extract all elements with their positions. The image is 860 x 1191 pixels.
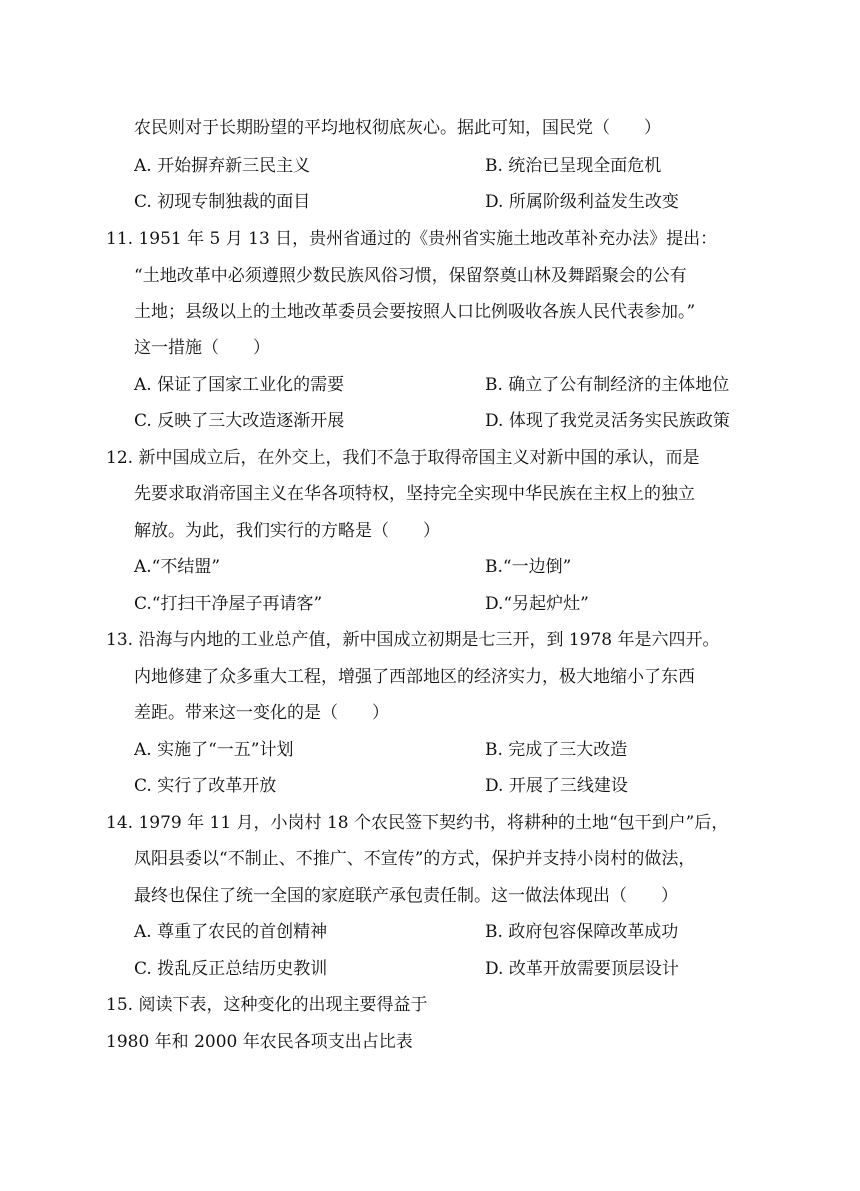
q12-stem-line-2: 先要求取消帝国主义在华各项特权，坚持完全实现中华民族在主权上的独立 xyxy=(134,484,695,504)
q14-stem-line-3: 最终也保住了统一全国的家庭联产承包责任制。这一做法体现出（ ） xyxy=(134,886,678,906)
q12-stem-line-1: 12. 新中国成立后，在外交上，我们不急于取得帝国主义对新中国的承认，而是 xyxy=(106,448,700,468)
q14-stem-line-2: 凤阳县委以“不制止、不推广、不宣传”的方式，保护并支持小岗村的做法， xyxy=(134,849,696,869)
q11-stem-line-1: 11. 1951 年 5 月 13 日，贵州省通过的《贵州省实施土地改革补充办法》提出： xyxy=(106,229,718,249)
q11-stem-line-3: 土地；县级以上的土地改革委员会要按照人口比例吸收各族人民代表参加。” xyxy=(134,302,696,322)
q14-option-c[interactable]: C. 拨乱反正总结历史教训 xyxy=(134,959,328,979)
q12-option-c[interactable]: C.“打扫干净屋子再请客” xyxy=(134,594,323,614)
q13-stem-line-3: 差距。带来这一变化的是（ ） xyxy=(134,703,389,723)
q13-option-a[interactable]: A. 实施了“一五”计划 xyxy=(134,740,294,760)
q10-option-a[interactable]: A. 开始摒弃新三民主义 xyxy=(134,156,311,176)
q15-table-caption: 1980 年和 2000 年农民各项支出占比表 xyxy=(106,1032,413,1052)
q10-option-b[interactable]: B. 统治已呈现全面危机 xyxy=(485,156,662,176)
q11-option-d[interactable]: D. 体现了我党灵活务实民族政策 xyxy=(485,411,730,431)
q13-option-d[interactable]: D. 开展了三线建设 xyxy=(485,776,628,796)
q11-option-a[interactable]: A. 保证了国家工业化的需要 xyxy=(134,375,345,395)
q11-option-c[interactable]: C. 反映了三大改造逐渐开展 xyxy=(134,411,345,431)
q10-stem-tail: 农民则对于长期盼望的平均地权彻底灰心。据此可知，国民党（ ） xyxy=(134,118,661,138)
q14-option-a[interactable]: A. 尊重了农民的首创精神 xyxy=(134,922,328,942)
q13-stem-line-1: 13. 沿海与内地的工业总产值，新中国成立初期是七三开，到 1978 年是六四开。 xyxy=(106,630,720,650)
q12-option-b[interactable]: B.“一边倒” xyxy=(485,557,572,577)
q13-option-c[interactable]: C. 实行了改革开放 xyxy=(134,776,277,796)
q10-option-d[interactable]: D. 所属阶级利益发生改变 xyxy=(485,192,679,212)
q13-option-b[interactable]: B. 完成了三大改造 xyxy=(485,740,628,760)
q14-option-d[interactable]: D. 改革开放需要顶层设计 xyxy=(485,959,679,979)
q14-option-b[interactable]: B. 政府包容保障改革成功 xyxy=(485,922,679,942)
q12-option-a[interactable]: A.“不结盟” xyxy=(134,557,221,577)
q11-stem-line-4: 这一措施（ ） xyxy=(134,338,270,358)
q15-stem: 15. 阅读下表，这种变化的出现主要得益于 xyxy=(106,995,428,1015)
q10-option-c[interactable]: C. 初现专制独裁的面目 xyxy=(134,192,311,212)
q13-stem-line-2: 内地修建了众多重大工程，增强了西部地区的经济实力，极大地缩小了东西 xyxy=(134,667,695,687)
q11-option-b[interactable]: B. 确立了公有制经济的主体地位 xyxy=(485,375,730,395)
q11-stem-line-2: “土地改革中必须遵照少数民族风俗习惯，保留祭奠山林及舞蹈聚会的公有 xyxy=(134,266,687,286)
q14-stem-line-1: 14. 1979 年 11 月，小岗村 18 个农民签下契约书，将耕种的土地“包干到户”后， xyxy=(106,813,729,833)
q12-stem-line-3: 解放。为此，我们实行的方略是（ ） xyxy=(134,521,440,541)
q12-option-d[interactable]: D.“另起炉灶” xyxy=(485,594,589,614)
